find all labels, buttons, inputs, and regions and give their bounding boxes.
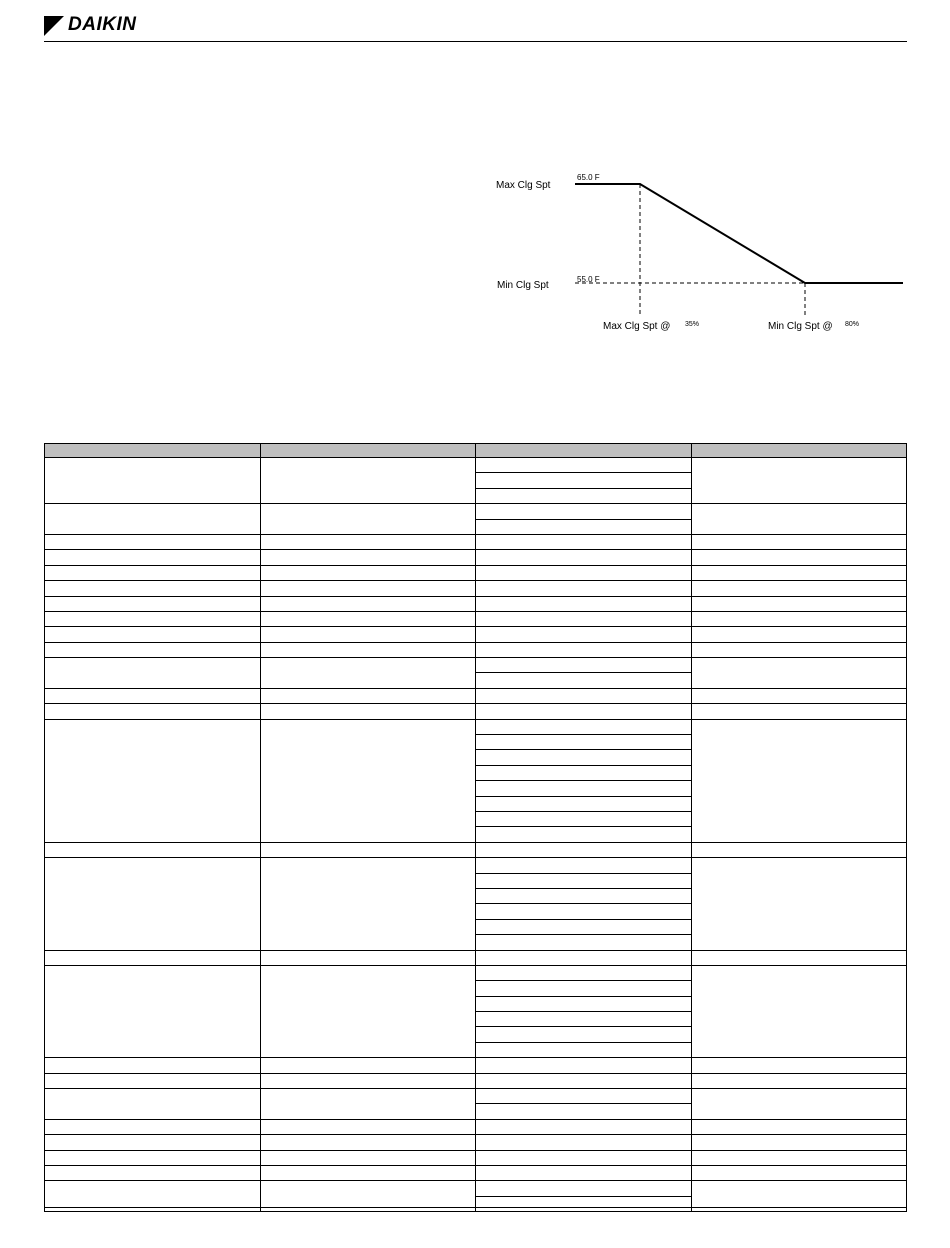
table-cell [260,1165,476,1180]
table-cell [45,842,261,857]
table-cell [476,1119,692,1134]
table-cell [476,473,692,488]
table-cell [260,719,476,842]
table-cell [476,1104,692,1119]
table-cell [476,596,692,611]
table-cell [45,458,261,504]
table-cell [260,1135,476,1150]
header-rule [44,41,907,42]
table-cell [476,581,692,596]
table-cell [260,458,476,504]
table-cell [476,611,692,626]
table-cell [45,504,261,535]
table-row [45,1150,907,1165]
table-cell [476,719,692,734]
max-clg-spt-label: Max Clg Spt [496,180,551,191]
table-cell [691,858,907,950]
table-cell [476,935,692,950]
table-cell [45,534,261,549]
table-row [45,950,907,965]
table-body [45,458,907,1212]
table-row [45,627,907,642]
table-cell [476,965,692,980]
table-cell [691,1119,907,1134]
table-cell [476,627,692,642]
table-cell [260,1058,476,1073]
table-row [45,658,907,673]
table-row [45,642,907,657]
table-cell [691,458,907,504]
table-cell [45,627,261,642]
table-cell [45,1058,261,1073]
table-cell [45,688,261,703]
table-cell [45,642,261,657]
table-cell [260,611,476,626]
table-cell [260,565,476,580]
table-cell [45,704,261,719]
max-at-label: Max Clg Spt @ [603,321,671,332]
table-cell [476,519,692,534]
table-row [45,581,907,596]
table-cell [260,1119,476,1134]
table-cell [260,642,476,657]
min-at-label: Min Clg Spt @ [768,321,833,332]
table-cell [476,873,692,888]
table-cell [691,688,907,703]
table-cell [260,658,476,689]
table-cell [476,658,692,673]
max-at-value: 35% [685,321,700,328]
table-cell [476,842,692,857]
column-header [476,444,692,458]
footer-rule [44,1207,907,1208]
table-cell [476,781,692,796]
table-cell [45,581,261,596]
min-at-value: 80% [845,321,860,328]
table-cell [45,611,261,626]
table-row [45,1089,907,1104]
table-cell [476,735,692,750]
table-cell [260,950,476,965]
table-cell [45,719,261,842]
daikin-logo-mark-icon [44,14,66,36]
table-cell [45,1119,261,1134]
table-cell [476,1196,692,1211]
table-cell [260,550,476,565]
table-cell [691,842,907,857]
table-cell [260,688,476,703]
column-header [45,444,261,458]
table-cell [260,1089,476,1120]
table-cell [45,858,261,950]
table-cell [476,534,692,549]
table-cell [476,673,692,688]
table-cell [476,904,692,919]
table-cell [45,596,261,611]
table-cell [45,1150,261,1165]
table-cell [691,719,907,842]
table-row [45,858,907,873]
brand-name: DAIKIN [68,14,137,35]
table-cell [691,534,907,549]
table-row [45,596,907,611]
table-cell [476,765,692,780]
table-row [45,550,907,565]
table-cell [476,1058,692,1073]
table-cell [691,1135,907,1150]
table-cell [260,581,476,596]
table-row [45,1181,907,1196]
table-cell [45,658,261,689]
table-cell [476,565,692,580]
table-row [45,704,907,719]
table-row [45,1135,907,1150]
table-cell [476,858,692,873]
table-cell [691,504,907,535]
table-cell [476,796,692,811]
table-cell [45,1165,261,1180]
table-cell [476,688,692,703]
table-row [45,565,907,580]
table-cell [691,1073,907,1088]
table-cell [476,811,692,826]
table-row [45,504,907,519]
table-cell [260,858,476,950]
min-clg-spt-label: Min Clg Spt [497,280,549,291]
table-cell [476,488,692,503]
table-row [45,611,907,626]
table-cell [691,611,907,626]
table-row [45,534,907,549]
table-cell [476,827,692,842]
table-cell [45,565,261,580]
table-cell [260,1073,476,1088]
table-header-row [45,444,907,458]
table-cell [476,996,692,1011]
table-cell [476,919,692,934]
table-cell [476,1027,692,1042]
table-cell [691,596,907,611]
table-cell [260,627,476,642]
table-row [45,688,907,703]
table-cell [476,1165,692,1180]
table-cell [691,1058,907,1073]
table-cell [476,888,692,903]
table-cell [45,1073,261,1088]
table-cell [476,950,692,965]
table-cell [260,504,476,535]
table-cell [476,504,692,519]
table-cell [476,550,692,565]
page-header [0,0,950,45]
table-cell [691,950,907,965]
table-row [45,1165,907,1180]
table-cell [476,1089,692,1104]
table-cell [45,950,261,965]
table-cell [691,565,907,580]
table-row [45,965,907,980]
min-value-label: 55.0 F [577,275,600,284]
table-row [45,458,907,473]
table-cell [691,704,907,719]
table-row [45,1073,907,1088]
table-row [45,842,907,857]
table-cell [691,1165,907,1180]
table-cell [476,1135,692,1150]
column-header [691,444,907,458]
table-cell [691,642,907,657]
table-row [45,1058,907,1073]
table-cell [691,965,907,1057]
table-cell [45,965,261,1057]
table-cell [260,704,476,719]
table-cell [45,1135,261,1150]
table-cell [260,842,476,857]
table-cell [260,596,476,611]
table-cell [691,1089,907,1120]
table-cell [476,642,692,657]
table-cell [476,1042,692,1057]
max-value-label: 65.0 F [577,173,600,182]
table-cell [476,750,692,765]
reset-curve [575,184,903,283]
table-cell [45,550,261,565]
table-cell [45,1089,261,1120]
table-cell [691,658,907,689]
table-cell [476,1181,692,1196]
table-cell [476,1012,692,1027]
table-row [45,719,907,734]
table-cell [260,534,476,549]
table-cell [476,1150,692,1165]
table-cell [476,981,692,996]
parameter-table [44,443,907,1212]
table-cell [691,581,907,596]
table-cell [260,1150,476,1165]
daikin-logo [44,12,136,38]
table-cell [476,1073,692,1088]
table-cell [476,458,692,473]
column-header [260,444,476,458]
table-cell [691,550,907,565]
table-cell [476,704,692,719]
table-row [45,1119,907,1134]
cooling-setpoint-reset-diagram [480,160,920,360]
table-cell [691,627,907,642]
table-cell [691,1150,907,1165]
table-cell [260,965,476,1057]
